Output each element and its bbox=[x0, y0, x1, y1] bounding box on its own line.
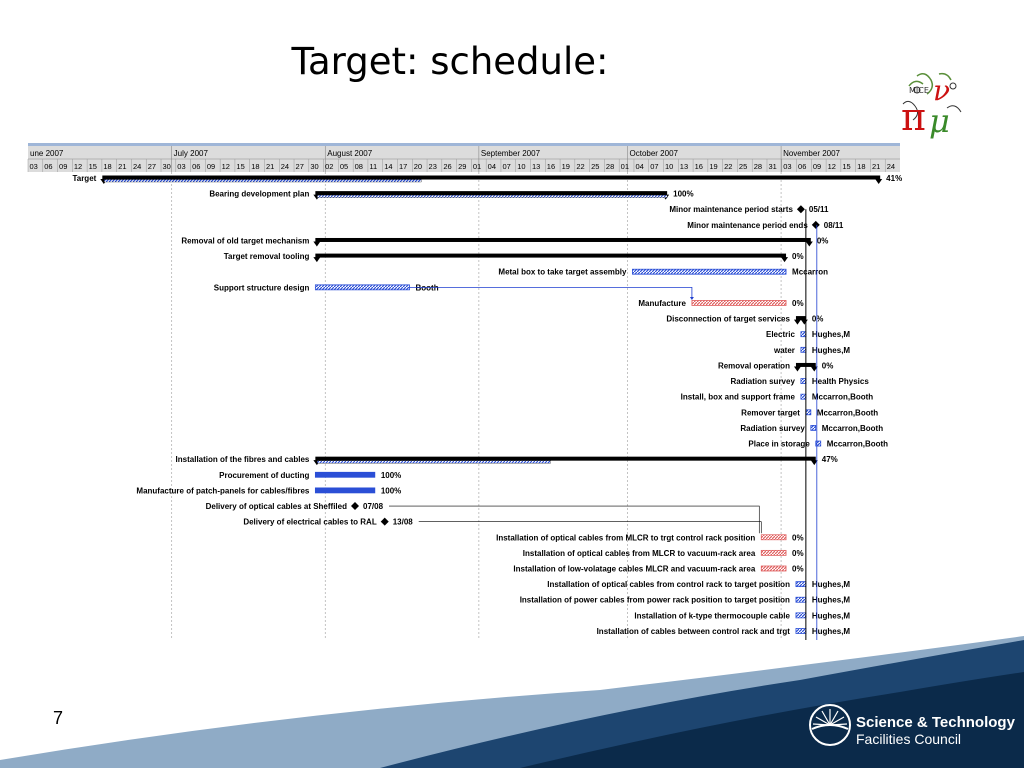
day-tick-label: 25 bbox=[591, 162, 600, 171]
day-tick-label: 21 bbox=[118, 162, 127, 171]
task-name: Installation of power cables from power rack position to target position bbox=[519, 595, 790, 605]
day-tick-label: 27 bbox=[295, 162, 304, 171]
day-tick-label: 13 bbox=[679, 162, 689, 171]
day-tick-label: 10 bbox=[517, 162, 526, 171]
task-label: Hughes,M bbox=[811, 626, 851, 636]
task-name: Bearing development plan bbox=[209, 189, 310, 199]
task-name: Installation of cables between control rack and trgt bbox=[596, 626, 790, 636]
task-bar bbox=[796, 582, 806, 587]
day-tick-label: 01 bbox=[620, 162, 630, 171]
task-name: Disconnection of target services bbox=[666, 314, 790, 324]
summary-bar bbox=[315, 254, 786, 258]
day-tick-label: 28 bbox=[605, 162, 615, 171]
day-tick-label: 07 bbox=[650, 162, 659, 171]
svg-text:μ: μ bbox=[929, 102, 950, 140]
month-label: September 2007 bbox=[480, 149, 541, 158]
day-tick-label: 18 bbox=[103, 162, 112, 171]
task-name: Procurement of ducting bbox=[219, 470, 310, 480]
day-tick-label: 26 bbox=[443, 162, 452, 171]
task-label: 08/11 bbox=[823, 220, 844, 230]
logo-text: MICE bbox=[909, 86, 929, 95]
day-tick-label: 28 bbox=[753, 162, 763, 171]
task-label: Hughes,M bbox=[811, 345, 851, 355]
day-tick-label: 16 bbox=[546, 162, 556, 171]
day-tick-label: 29 bbox=[458, 162, 467, 171]
task-label: 0% bbox=[792, 564, 804, 574]
day-tick-label: 12 bbox=[221, 162, 230, 171]
task-bar bbox=[801, 347, 806, 352]
dependency-link bbox=[410, 287, 692, 299]
task-label: 07/08 bbox=[363, 502, 384, 512]
task-name: Remover target bbox=[741, 408, 800, 418]
gantt-top-strip bbox=[28, 143, 900, 146]
task-label: Health Physics bbox=[811, 377, 869, 387]
summary-bar bbox=[315, 238, 810, 242]
svg-text:ν: ν bbox=[933, 74, 951, 107]
task-label: 100% bbox=[380, 486, 402, 496]
task-bar bbox=[801, 332, 806, 337]
day-tick-label: 06 bbox=[798, 162, 807, 171]
day-tick-label: 24 bbox=[280, 162, 290, 171]
month-label: November 2007 bbox=[783, 149, 841, 158]
task-name: Manufacture bbox=[638, 298, 686, 308]
day-tick-label: 27 bbox=[147, 162, 157, 171]
day-tick-label: 19 bbox=[709, 162, 718, 171]
task-label: Mccarron,Booth bbox=[811, 392, 874, 402]
task-label: Mccarron,Booth bbox=[821, 423, 884, 433]
summary-bar-start-cap bbox=[313, 257, 320, 262]
task-label: 100% bbox=[673, 189, 694, 199]
dependency-link bbox=[389, 506, 759, 533]
task-bar bbox=[315, 285, 409, 290]
task-name: Installation of optical cables from MLCR to vacuum-rack area bbox=[522, 548, 756, 558]
task-label: 0% bbox=[816, 236, 829, 246]
slide-number: 7 bbox=[53, 708, 64, 728]
summary-bar-start-cap bbox=[794, 366, 801, 371]
day-tick-label: 30 bbox=[162, 162, 171, 171]
task-bar bbox=[761, 535, 786, 540]
task-label: 0% bbox=[821, 361, 834, 371]
day-tick-label: 12 bbox=[73, 162, 83, 171]
task-name: Installation of low-volatage cables MLCR and vacuum-rack area bbox=[513, 564, 756, 574]
day-tick-label: 15 bbox=[88, 162, 97, 171]
summary-progress-bar bbox=[317, 461, 550, 464]
task-label: Hughes,M bbox=[811, 330, 851, 340]
month-label: August 2007 bbox=[327, 149, 373, 158]
day-tick-label: 19 bbox=[561, 162, 570, 171]
task-name: Delivery of optical cables at Sheffiled bbox=[205, 502, 347, 512]
task-bar bbox=[801, 379, 806, 384]
day-tick-label: 09 bbox=[59, 162, 68, 171]
summary-bar bbox=[102, 176, 880, 180]
task-name: Installation of optical cables from MLCR to trgt control rack position bbox=[496, 533, 756, 543]
day-tick-label: 22 bbox=[724, 162, 733, 171]
day-tick-label: 15 bbox=[236, 162, 245, 171]
day-tick-label: 09 bbox=[812, 162, 822, 171]
day-tick-label: 30 bbox=[310, 162, 319, 171]
dependency-link bbox=[419, 522, 762, 534]
task-name: Electric bbox=[766, 330, 795, 340]
dependency-arrow bbox=[690, 297, 694, 300]
day-tick-label: 21 bbox=[871, 162, 881, 171]
task-name: Manufacture of patch-panels for cables/fibres bbox=[136, 486, 310, 496]
task-label: Booth bbox=[415, 283, 439, 293]
day-tick-label: 10 bbox=[665, 162, 674, 171]
task-name: Target bbox=[72, 174, 97, 183]
org-name-line1: Science & Technology bbox=[856, 714, 1015, 731]
summary-bar-end-cap bbox=[875, 179, 882, 184]
milestone-diamond bbox=[812, 221, 820, 229]
day-tick-label: 20 bbox=[413, 162, 423, 171]
day-tick-label: 05 bbox=[339, 162, 349, 171]
day-tick-label: 14 bbox=[384, 162, 393, 171]
task-label: 0% bbox=[792, 533, 804, 543]
task-name: Installation of optical cables from control rack to target position bbox=[547, 580, 790, 590]
day-tick-label: 12 bbox=[827, 162, 836, 171]
task-name: Radiation survey bbox=[740, 423, 805, 433]
day-tick-label: 24 bbox=[886, 162, 896, 171]
task-name: Delivery of electrical cables to RAL bbox=[243, 517, 377, 527]
task-label: 100% bbox=[380, 470, 402, 480]
svg-text:π: π bbox=[901, 95, 926, 139]
task-name: Target removal tooling bbox=[223, 252, 310, 262]
task-name: Installation of k-type thermocouple cable bbox=[634, 611, 790, 621]
stfc-emblem-icon bbox=[808, 703, 852, 747]
day-tick-label: 04 bbox=[635, 162, 644, 171]
org-name-line2: Facilities Council bbox=[856, 731, 962, 747]
task-label: 41% bbox=[886, 174, 903, 183]
day-tick-label: 24 bbox=[132, 162, 142, 171]
day-tick-label: 04 bbox=[487, 162, 497, 171]
task-name: Install, box and support frame bbox=[680, 392, 795, 402]
day-tick-label: 01 bbox=[472, 162, 482, 171]
task-name: Support structure design bbox=[213, 283, 310, 293]
summary-bar-start-cap bbox=[794, 320, 801, 325]
task-label: 0% bbox=[792, 548, 804, 558]
task-name: Place in storage bbox=[748, 439, 810, 449]
summary-bar-end-cap bbox=[806, 241, 813, 246]
task-label: Mccarron bbox=[792, 267, 829, 277]
month-label: October 2007 bbox=[629, 149, 678, 158]
task-label: 13/08 bbox=[392, 517, 413, 527]
task-bar bbox=[761, 550, 786, 555]
task-name: Minor maintenance period starts bbox=[669, 205, 793, 215]
task-name: Removal of old target mechanism bbox=[181, 236, 310, 246]
day-tick-label: 06 bbox=[44, 162, 53, 171]
month-label: July 2007 bbox=[173, 149, 208, 158]
milestone-diamond bbox=[797, 205, 805, 213]
day-tick-label: 25 bbox=[738, 162, 748, 171]
day-tick-label: 15 bbox=[842, 162, 851, 171]
summary-bar-end-cap bbox=[781, 257, 788, 262]
day-tick-label: 08 bbox=[354, 162, 363, 171]
summary-bar bbox=[315, 191, 667, 195]
summary-progress-bar bbox=[317, 195, 667, 198]
summary-bar bbox=[315, 457, 815, 461]
task-label: Mccarron,Booth bbox=[826, 439, 889, 449]
task-bar bbox=[315, 472, 374, 477]
task-label: 0% bbox=[792, 252, 804, 262]
summary-bar-start-cap bbox=[313, 241, 320, 246]
day-tick-label: 02 bbox=[325, 162, 334, 171]
task-label: Mccarron,Booth bbox=[816, 408, 879, 418]
task-name: Removal operation bbox=[717, 361, 790, 371]
summary-progress-bar bbox=[104, 180, 421, 183]
milestone-diamond bbox=[351, 502, 359, 510]
task-label: Hughes,M bbox=[811, 595, 851, 605]
day-tick-label: 06 bbox=[192, 162, 201, 171]
day-tick-label: 03 bbox=[177, 162, 186, 171]
summary-bar bbox=[796, 316, 806, 320]
task-bar bbox=[632, 269, 786, 274]
task-label: Hughes,M bbox=[811, 580, 851, 590]
day-tick-label: 11 bbox=[369, 162, 378, 171]
task-label: 0% bbox=[792, 298, 804, 308]
task-bar bbox=[806, 410, 811, 415]
task-label: Hughes,M bbox=[811, 611, 851, 621]
mice-logo bbox=[895, 68, 970, 140]
day-tick-label: 23 bbox=[428, 162, 437, 171]
task-name: Installation of the fibres and cables bbox=[175, 455, 310, 465]
task-bar bbox=[811, 425, 816, 430]
day-tick-label: 22 bbox=[576, 162, 585, 171]
day-tick-label: 03 bbox=[783, 162, 792, 171]
month-label: une 2007 bbox=[30, 149, 64, 158]
milestone-diamond bbox=[381, 518, 389, 526]
day-tick-label: 18 bbox=[251, 162, 260, 171]
summary-bar-end-cap bbox=[801, 320, 808, 325]
task-name: Metal box to take target assembly bbox=[498, 267, 627, 277]
task-bar bbox=[692, 300, 786, 305]
gantt-chart bbox=[28, 143, 903, 640]
day-tick-label: 18 bbox=[857, 162, 866, 171]
day-tick-label: 09 bbox=[206, 162, 216, 171]
task-bar bbox=[801, 394, 806, 399]
day-tick-label: 17 bbox=[398, 162, 408, 171]
task-label: 05/11 bbox=[808, 205, 829, 215]
day-tick-label: 21 bbox=[265, 162, 275, 171]
day-tick-label: 07 bbox=[502, 162, 511, 171]
task-name: Minor maintenance period ends bbox=[687, 220, 808, 230]
task-label: 47% bbox=[821, 455, 838, 465]
slide-title: Target: schedule: bbox=[291, 40, 609, 83]
stfc-logo-text bbox=[856, 714, 1015, 748]
task-bar bbox=[315, 488, 374, 493]
task-name: Radiation survey bbox=[730, 377, 795, 387]
day-tick-label: 13 bbox=[532, 162, 541, 171]
day-tick-label: 31 bbox=[768, 162, 777, 171]
task-name: water bbox=[774, 345, 795, 355]
task-label: 0% bbox=[811, 314, 824, 324]
day-tick-label: 16 bbox=[694, 162, 703, 171]
day-tick-label: 03 bbox=[29, 162, 38, 171]
task-bar bbox=[761, 566, 786, 571]
